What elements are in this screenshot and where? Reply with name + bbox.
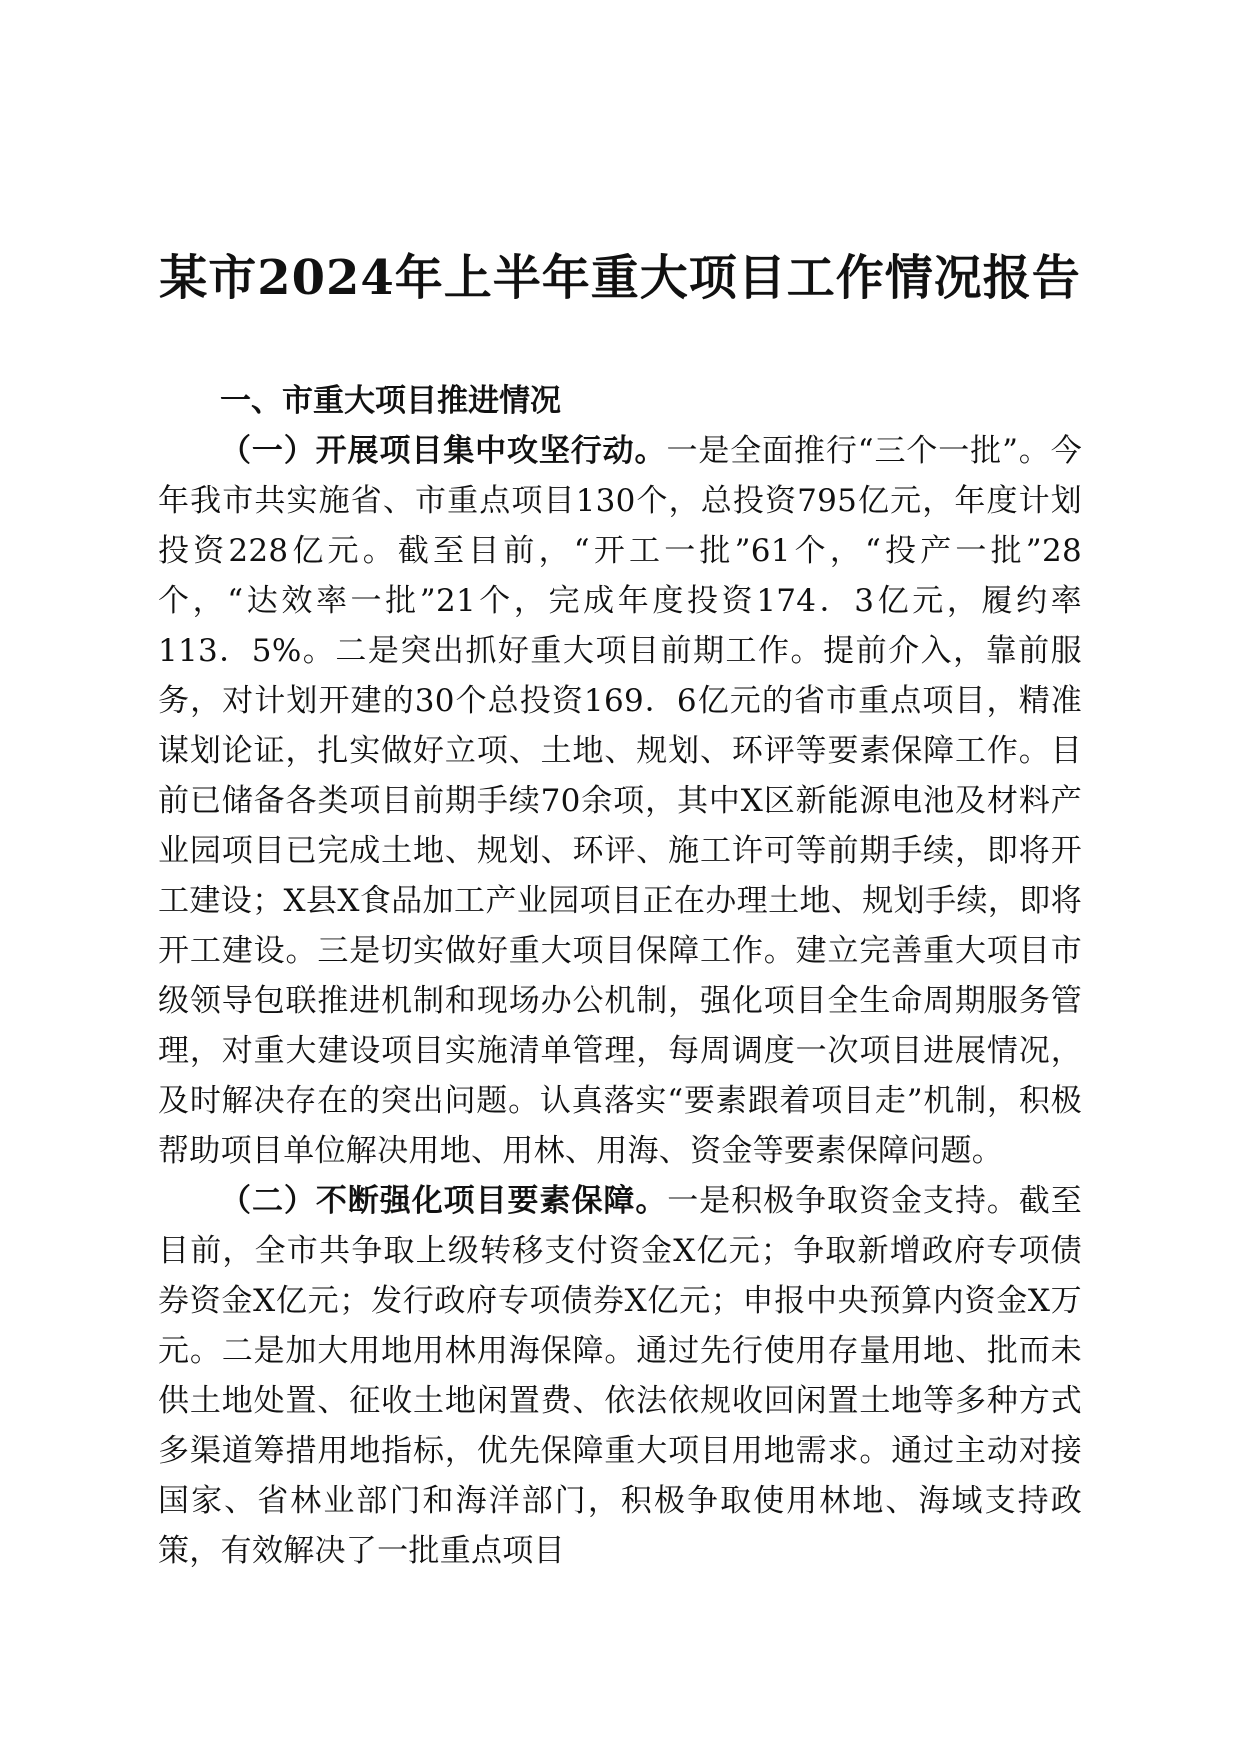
section-heading: 一、市重大项目推进情况 [220,383,561,419]
paragraph-1 [158,426,1082,1176]
paragraph-1-heading: （一）开展项目集中攻坚行动。 [220,433,667,469]
document-title: 某市2024年上半年重大项目工作情况报告 [159,250,1081,306]
paragraph-1-text: 一是全面推行“三个一批”。今年我市共实施省、市重点项目130个，总投资795亿元，年度计划投资228亿元。截至目前，“开工一批”61个，“投产一批”28个，“达效率一批”21个，完成年度投资174．3亿元，履约率113．5%。二是突出抓好重大项目前期工作。提前介入，靠前服务，对计划开建的30个总投资169．6亿元的省市重点项目，精准谋划论证，扎实做好立项、土地、规划、环评等要素保障工作。目前已储备各类项目前期手续70余项，其中X区新能源电池及材料产业园项目已完成土地、规划、环评、施工许可等前期手续，即将开工建设；X县X食品加工产业园项目正在办理土地、规划手续，即将开工建设。三是切实做好重大项目保障工作。建立完善重大项目市级领导包联推进机制和现场办公机制，强化项目全生命周期服务管理，对重大建设项目实施清单管理，每周调度一次项目进展情况，及时解决存在的突出问题。认真落实“要素跟着项目走”机制，积极帮助项目单位解决用地、用林、用海、资金等要素保障问题。 [158,433,1082,1169]
document-body [158,376,1082,1576]
paragraph-2-text: 一是积极争取资金支持。截至目前，全市共争取上级转移支付资金X亿元；争取新增政府专项债券资金X亿元；发行政府专项债券X亿元；申报中央预算内资金X万元。二是加大用地用林用海保障。通过先行使用存量用地、批而未供土地处置、征收土地闲置费、依法依规收回闲置土地等多种方式多渠道筹措用地指标，优先保障重大项目用地需求。通过主动对接国家、省林业部门和海洋部门，积极争取使用林地、海域支持政策，有效解决了一批重点项目 [158,1183,1082,1569]
paragraph-2 [158,1176,1082,1576]
paragraph-2-heading: （二）不断强化项目要素保障。 [220,1183,668,1219]
